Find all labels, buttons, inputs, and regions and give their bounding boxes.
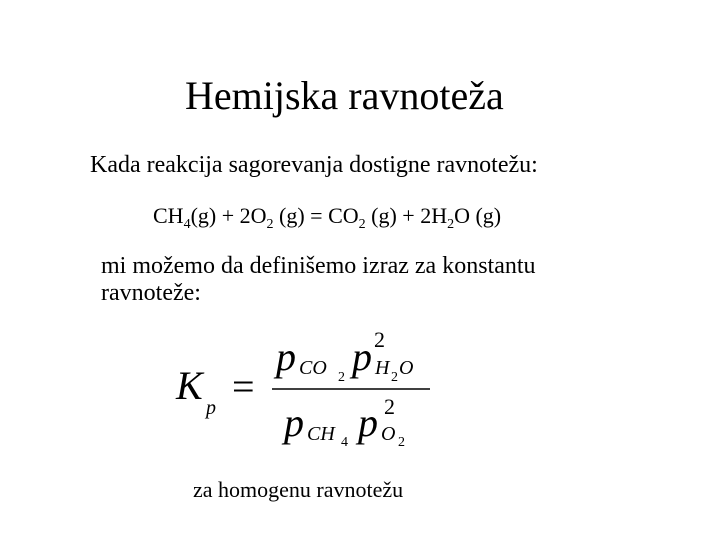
footer-text: za homogenu ravnotežu [193, 477, 404, 502]
formula-equals: = [232, 364, 255, 409]
formula-num-p1: p [276, 334, 296, 379]
formula-num-p2: p [352, 334, 372, 379]
formula-den-p2-exp: 2 [384, 394, 395, 419]
formula-den-p1-sub-idx: 4 [341, 435, 348, 450]
reaction-after-co2: (g) + 2H [365, 203, 448, 228]
reaction-after-ch: (g) + 2O [190, 203, 267, 228]
formula-k: K [176, 363, 203, 408]
reaction-ch-sub: 4 [183, 217, 191, 232]
reaction-o2-sub: 2 [266, 217, 274, 232]
formula-k-sub: p [206, 397, 216, 419]
formula-den-p2-sub-idx: 2 [398, 435, 405, 450]
formula-num-p2-exp: 2 [374, 327, 385, 352]
equilibrium-constant-formula [168, 322, 448, 452]
formula-num-p2-sub-idx: 2 [391, 370, 398, 385]
reaction-after-o2: (g) = CO [273, 203, 359, 228]
formula-num-p1-sub-idx: 2 [338, 370, 345, 385]
formula-den-p1: p [284, 400, 304, 445]
reaction-co2-sub: 2 [358, 217, 366, 232]
formula-den-p2: p [358, 400, 378, 445]
formula-den-p1-sub: CH [307, 423, 335, 445]
formula-den-p2-sub: O [381, 423, 396, 445]
formula-num-p1-sub: CO [299, 357, 327, 379]
slide-title: Hemijska ravnoteža [185, 73, 504, 118]
reaction-equation [153, 201, 501, 231]
reaction-h2o-sub: 2 [447, 217, 455, 232]
intro-text: Kada reakcija sagorevanja dostigne ravnotežu: [90, 152, 538, 178]
formula-num-p2-sub: H [375, 357, 390, 379]
definition-text: mi možemo da definišemo izraz za konstantu ravnoteže: [101, 253, 536, 306]
reaction-after-h2o: O (g) [454, 203, 502, 228]
reaction-ch: CH [153, 203, 184, 228]
formula-num-p2-sub-tail: O [399, 357, 414, 379]
